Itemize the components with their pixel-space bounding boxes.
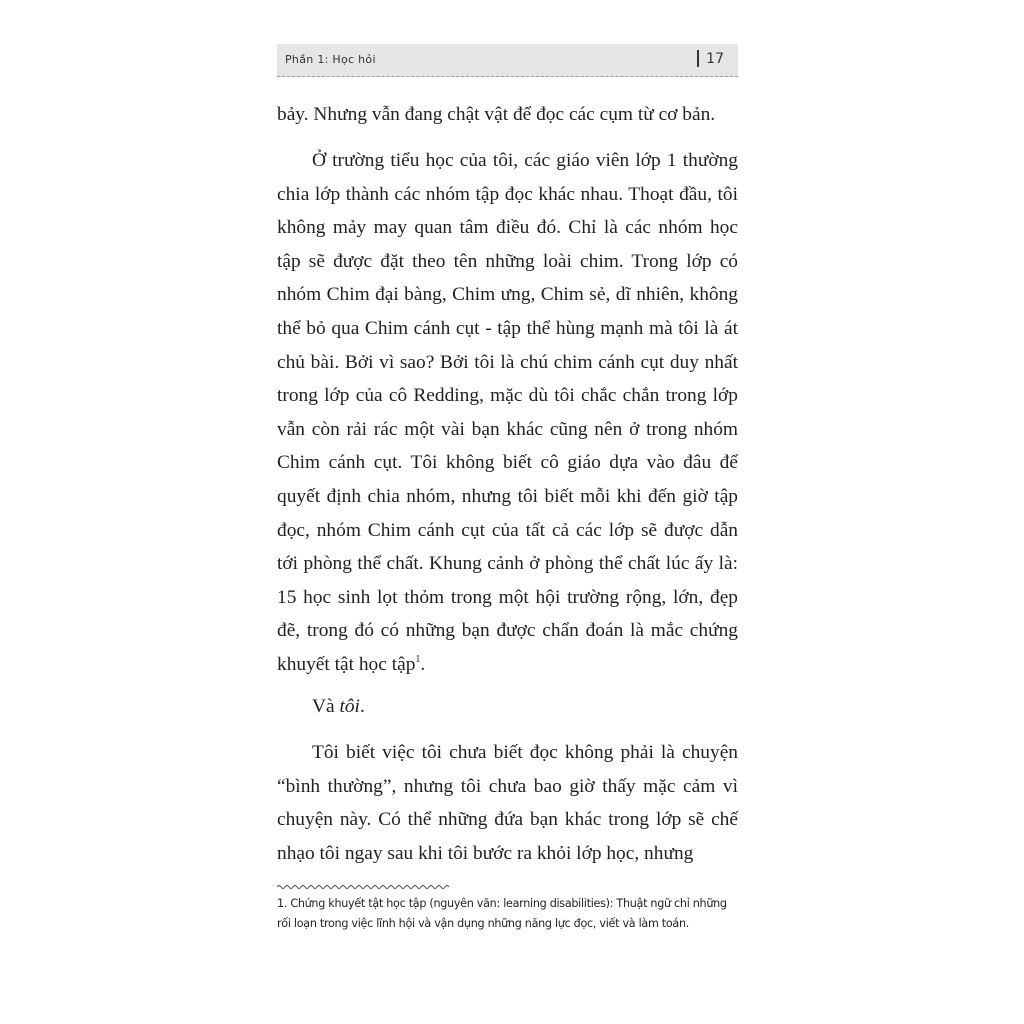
footnote-reference[interactable]: 1 [415, 653, 421, 665]
paragraph [277, 690, 738, 724]
page-number: 17 [706, 50, 724, 67]
paragraph-text: Và [312, 696, 340, 717]
footnote-separator [277, 884, 449, 890]
paragraph-continued: bảy. Nhưng vẫn đang chật vật để đọc các cụm từ cơ bản. [277, 104, 716, 125]
section-title: Phần 1: Học hỏi [285, 53, 376, 66]
paragraph: Tôi biết việc tôi chưa biết đọc không phải là chuyện “bình thường”, nhưng tôi chưa bao giờ thấy mặc cảm vì chuyện này. Có thể những đứa bạn khác trong lớp sẽ chế nhạo tôi ngay sau khi tôi bước ra khỏi lớp học, nhưng [277, 742, 738, 864]
page-number-divider [697, 50, 699, 67]
running-header [277, 44, 738, 77]
emphasis-text: tôi [339, 696, 360, 717]
footnote: 1. Chứng khuyết tật học tập (nguyên văn: learning disabilities): Thuật ngữ chỉ những rối loạn trong việc lĩnh hội và vận dụng những năng lực đọc, viết và làm toán. [277, 897, 727, 930]
paragraph-text: Ở trường tiểu học của tôi, các giáo viên lớp 1 thường chia lớp thành các nhóm tập đọc khác nhau. Thoạt đầu, tôi không mảy may quan tâm điều đó. Chỉ là các nhóm học tập sẽ được đặt theo tên những loài chim. Trong lớp có nhóm Chim đại bàng, Chim ưng, Chim sẻ, dĩ nhiên, không thể bỏ qua Chim cánh cụt - tập thể hùng mạnh mà tôi là át chủ bài. Bởi vì sao? Bởi tôi là chú chim cánh cụt duy nhất trong lớp của cô Redding, mặc dù tôi chắc chắn trong lớp vẫn còn rải rác một vài bạn khác cũng nên ở trong nhóm Chim cánh cụt. Tôi không biết cô giáo dựa vào đâu để quyết định chia nhóm, nhưng tôi biết mỗi khi đến giờ tập đọc, nhóm Chim cánh cụt của tất cả các lớp sẽ được dẫn tới phòng thể chất. Khung cảnh ở phòng thể chất lúc ấy là: 15 học sinh lọt thỏm trong một hội trường rộng, lớn, đẹp đẽ, trong đó có những bạn được chẩn đoán là mắc chứng khuyết tật học tập [277, 150, 738, 675]
page-number-group [697, 50, 724, 67]
paragraph-end: . [420, 653, 426, 675]
paragraph [277, 144, 738, 682]
paragraph-end: . [359, 696, 365, 717]
book-page [277, 44, 738, 930]
